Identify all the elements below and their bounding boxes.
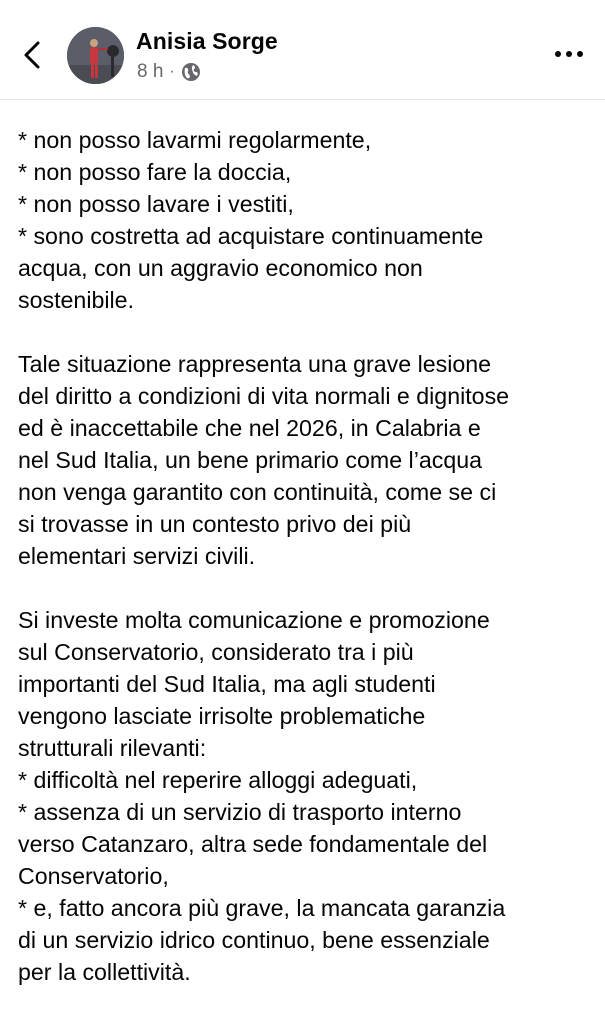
post-text-line: nel Sud Italia, un bene primario come l’acqua <box>18 447 483 473</box>
post-text-line: per la collettività. <box>18 959 191 985</box>
post-text-line: ed è inaccettabile che nel 2026, in Calabria e <box>18 415 481 441</box>
back-button[interactable] <box>16 38 50 72</box>
post-text-line: * non posso fare la doccia, <box>18 159 292 185</box>
post-text-line: * non posso lavarmi regolarmente, <box>18 127 372 153</box>
post-text-line: acqua, con un aggravio economico non <box>18 255 423 281</box>
post-text-line: si trovasse in un contesto privo dei più <box>18 511 412 537</box>
post-text-line: non venga garantito con continuità, come se ci <box>18 479 497 505</box>
post-text-line: sul Conservatorio, considerato tra i più <box>18 639 414 665</box>
author-name[interactable]: Anisia Sorge <box>136 28 278 54</box>
post-paragraph-1 <box>18 124 593 316</box>
post-text-line: elementari servizi civili. <box>18 543 256 569</box>
post-text-line: del diritto a condizioni di vita normali e dignitose <box>18 383 510 409</box>
post-text-line: strutturali rilevanti: <box>18 735 207 761</box>
more-horizontal-icon <box>554 50 584 58</box>
chevron-left-icon <box>16 38 50 72</box>
post-text-line: vengono lasciate irrisolte problematiche <box>18 703 426 729</box>
post-text-line: * difficoltà nel reperire alloggi adeguati, <box>18 767 418 793</box>
avatar[interactable] <box>67 27 124 84</box>
post-text-line: * sono costretta ad acquistare continuamente <box>18 223 484 249</box>
post-header <box>0 0 605 100</box>
post-text-line: Conservatorio, <box>18 863 169 889</box>
post-text-line: verso Catanzaro, altra sede fondamentale del <box>18 831 488 857</box>
post-time[interactable]: 8 h <box>137 61 164 82</box>
post-body <box>18 124 593 988</box>
meta-separator: · <box>169 63 175 80</box>
more-options-button[interactable] <box>549 40 589 68</box>
post-text-line: di un servizio idrico continuo, bene essenziale <box>18 927 490 953</box>
post-meta <box>137 60 201 84</box>
post-text-line: sostenibile. <box>18 287 135 313</box>
post-paragraph-2 <box>18 348 593 572</box>
post-text-line: * non posso lavare i vestiti, <box>18 191 294 217</box>
post-text-line: importanti del Sud Italia, ma agli studenti <box>18 671 436 697</box>
post-text-line: * assenza di un servizio di trasporto interno <box>18 799 462 825</box>
paragraph-spacer <box>18 316 593 348</box>
paragraph-spacer <box>18 572 593 604</box>
post-paragraph-3 <box>18 604 593 988</box>
post-text-line: Si investe molta comunicazione e promozione <box>18 607 490 633</box>
globe-icon[interactable] <box>181 62 201 82</box>
post-text-line: * e, fatto ancora più grave, la mancata garanzia <box>18 895 506 921</box>
avatar-photo <box>67 27 124 84</box>
post-text-line: Tale situazione rappresenta una grave lesione <box>18 351 492 377</box>
